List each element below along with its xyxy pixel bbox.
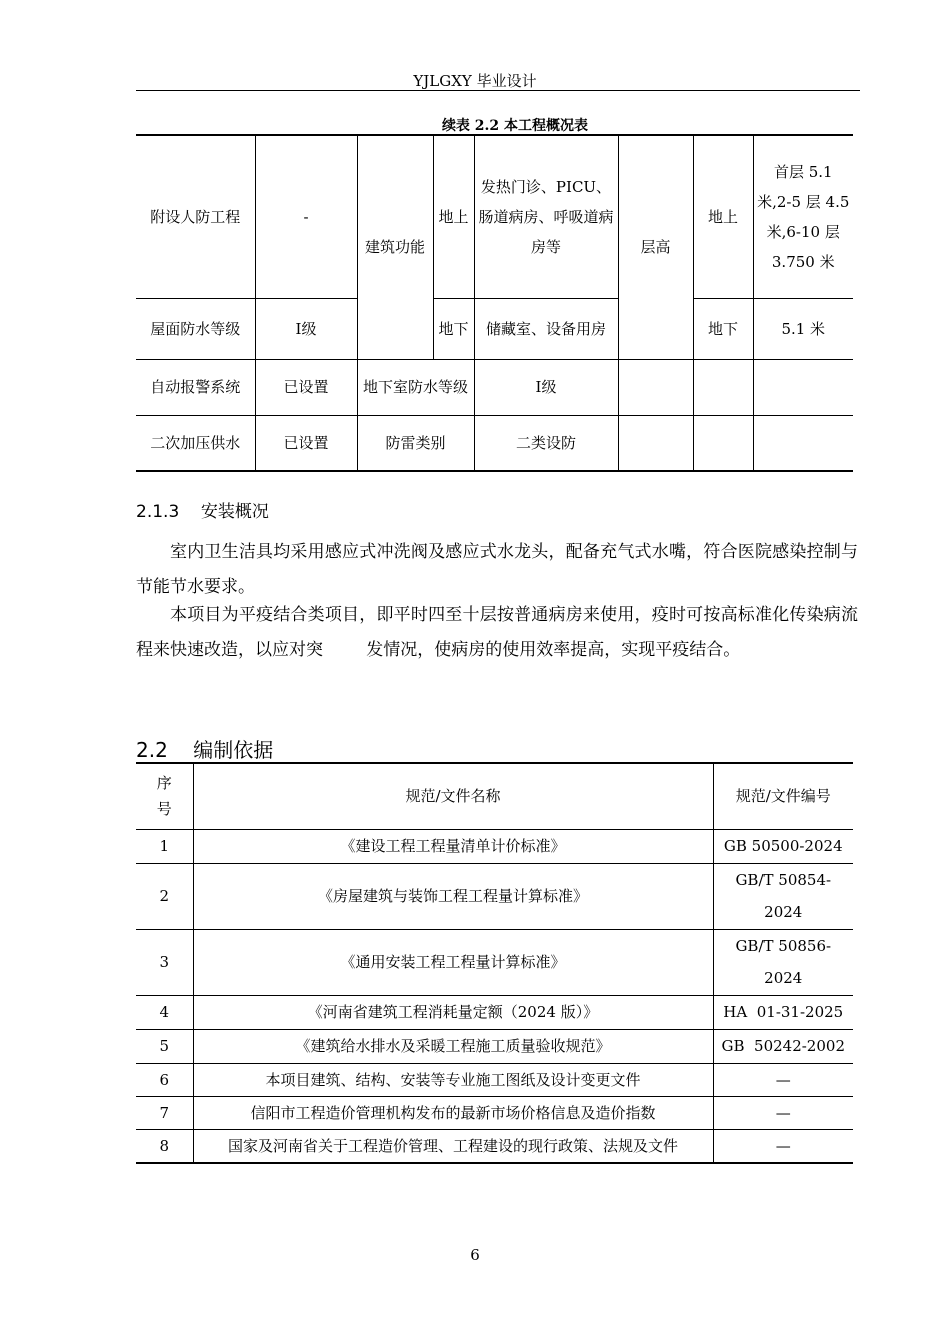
cell-empty — [753, 359, 853, 415]
header-rule — [136, 90, 860, 91]
row-code: GB 50242-2002 — [713, 1029, 853, 1063]
cell-floor-above-value: 首层 5.1 米,2-5 层 4.5 米,6-10 层 3.750 米 — [753, 135, 853, 298]
row-code: — — [713, 1063, 853, 1096]
cell-alarm-label: 自动报警系统 — [136, 359, 255, 415]
row-code: GB 50500-2024 — [713, 829, 853, 863]
section-2-1-3-heading: 2.1.3 安装概况 — [136, 502, 269, 522]
cell-below-label: 地下 — [433, 298, 474, 359]
table-caption: 续表 2.2 本工程概况表 — [441, 118, 589, 134]
row-no: 6 — [136, 1063, 193, 1096]
row-name: 《河南省建筑工程消耗量定额（2024 版）》 — [193, 995, 713, 1029]
cell-above-function: 发热门诊、PICU、肠道病房、呼吸道病房等 — [474, 135, 618, 298]
row-code: — — [713, 1096, 853, 1129]
basis-table — [136, 762, 853, 1164]
row-no: 2 — [136, 863, 193, 929]
cell-empty — [753, 415, 853, 471]
row-no: 8 — [136, 1129, 193, 1163]
cell-civil-defense-label: 附设人防工程 — [136, 135, 255, 298]
cell-lightning-label: 防雷类别 — [357, 415, 474, 471]
cell-empty — [693, 359, 753, 415]
cell-roof-value: Ⅰ级 — [255, 298, 357, 359]
row-name: 国家及河南省关于工程造价管理、工程建设的现行政策、法规及文件 — [193, 1129, 713, 1163]
row-name: 《建设工程工程量清单计价标准》 — [193, 829, 713, 863]
row-no: 5 — [136, 1029, 193, 1063]
cell-pressure-value: 已设置 — [255, 415, 357, 471]
cell-basement-wp-label: 地下室防水等级 — [357, 359, 474, 415]
row-no: 7 — [136, 1096, 193, 1129]
cell-civil-defense-value: - — [255, 135, 357, 298]
header-name: 规范/文件名称 — [193, 763, 713, 829]
cell-floor-above-label: 地上 — [693, 135, 753, 298]
cell-empty — [618, 415, 693, 471]
install-paragraph-2: 本项目为平疫结合类项目，即平时四至十层按普通病房来使用，疫时可按高标准化传染病流程来快速改造，以应对突 发情况，使病房的使用效率提高，实现平疫结合。 — [136, 605, 858, 660]
cell-building-function-label: 建筑功能 — [357, 135, 433, 359]
cell-below-function: 储藏室、设备用房 — [474, 298, 618, 359]
row-name: 《建筑给水排水及采暖工程施工质量验收规范》 — [193, 1029, 713, 1063]
row-code: GB/T 50856-2024 — [713, 929, 853, 995]
row-no: 1 — [136, 829, 193, 863]
row-name: 《房屋建筑与装饰工程工程量计算标准》 — [193, 863, 713, 929]
row-code: GB/T 50854-2024 — [713, 863, 853, 929]
header-code: 规范/文件编号 — [713, 763, 853, 829]
cell-pressure-label: 二次加压供水 — [136, 415, 255, 471]
row-name: 《通用安装工程工程量计算标准》 — [193, 929, 713, 995]
project-overview-table — [136, 134, 853, 472]
row-no: 3 — [136, 929, 193, 995]
cell-empty — [693, 415, 753, 471]
cell-floor-below-value: 5.1 米 — [753, 298, 853, 359]
row-code: HA 01-31-2025 — [713, 995, 853, 1029]
cell-roof-label: 屋面防水等级 — [136, 298, 255, 359]
row-name: 信阳市工程造价管理机构发布的最新市场价格信息及造价指数 — [193, 1096, 713, 1129]
cell-alarm-value: 已设置 — [255, 359, 357, 415]
page-number: 6 — [470, 1246, 480, 1264]
cell-floor-below-label: 地下 — [693, 298, 753, 359]
cell-lightning-value: 二类设防 — [474, 415, 618, 471]
section-2-2-heading: 2.2 编制依据 — [136, 738, 274, 762]
header-no: 序号 — [136, 763, 193, 829]
cell-above-label: 地上 — [433, 135, 474, 298]
cell-empty — [618, 359, 693, 415]
row-name: 本项目建筑、结构、安装等专业施工图纸及设计变更文件 — [193, 1063, 713, 1096]
row-code: — — [713, 1129, 853, 1163]
page-header-title: YJLGXY 毕业设计 — [413, 72, 537, 90]
install-paragraph-1: 室内卫生洁具均采用感应式冲洗阀及感应式水龙头，配备充气式水嘴，符合医院感染控制与节能节水要求。 — [136, 542, 858, 597]
cell-basement-wp-value: Ⅰ级 — [474, 359, 618, 415]
cell-floor-height-label: 层高 — [618, 135, 693, 359]
row-no: 4 — [136, 995, 193, 1029]
